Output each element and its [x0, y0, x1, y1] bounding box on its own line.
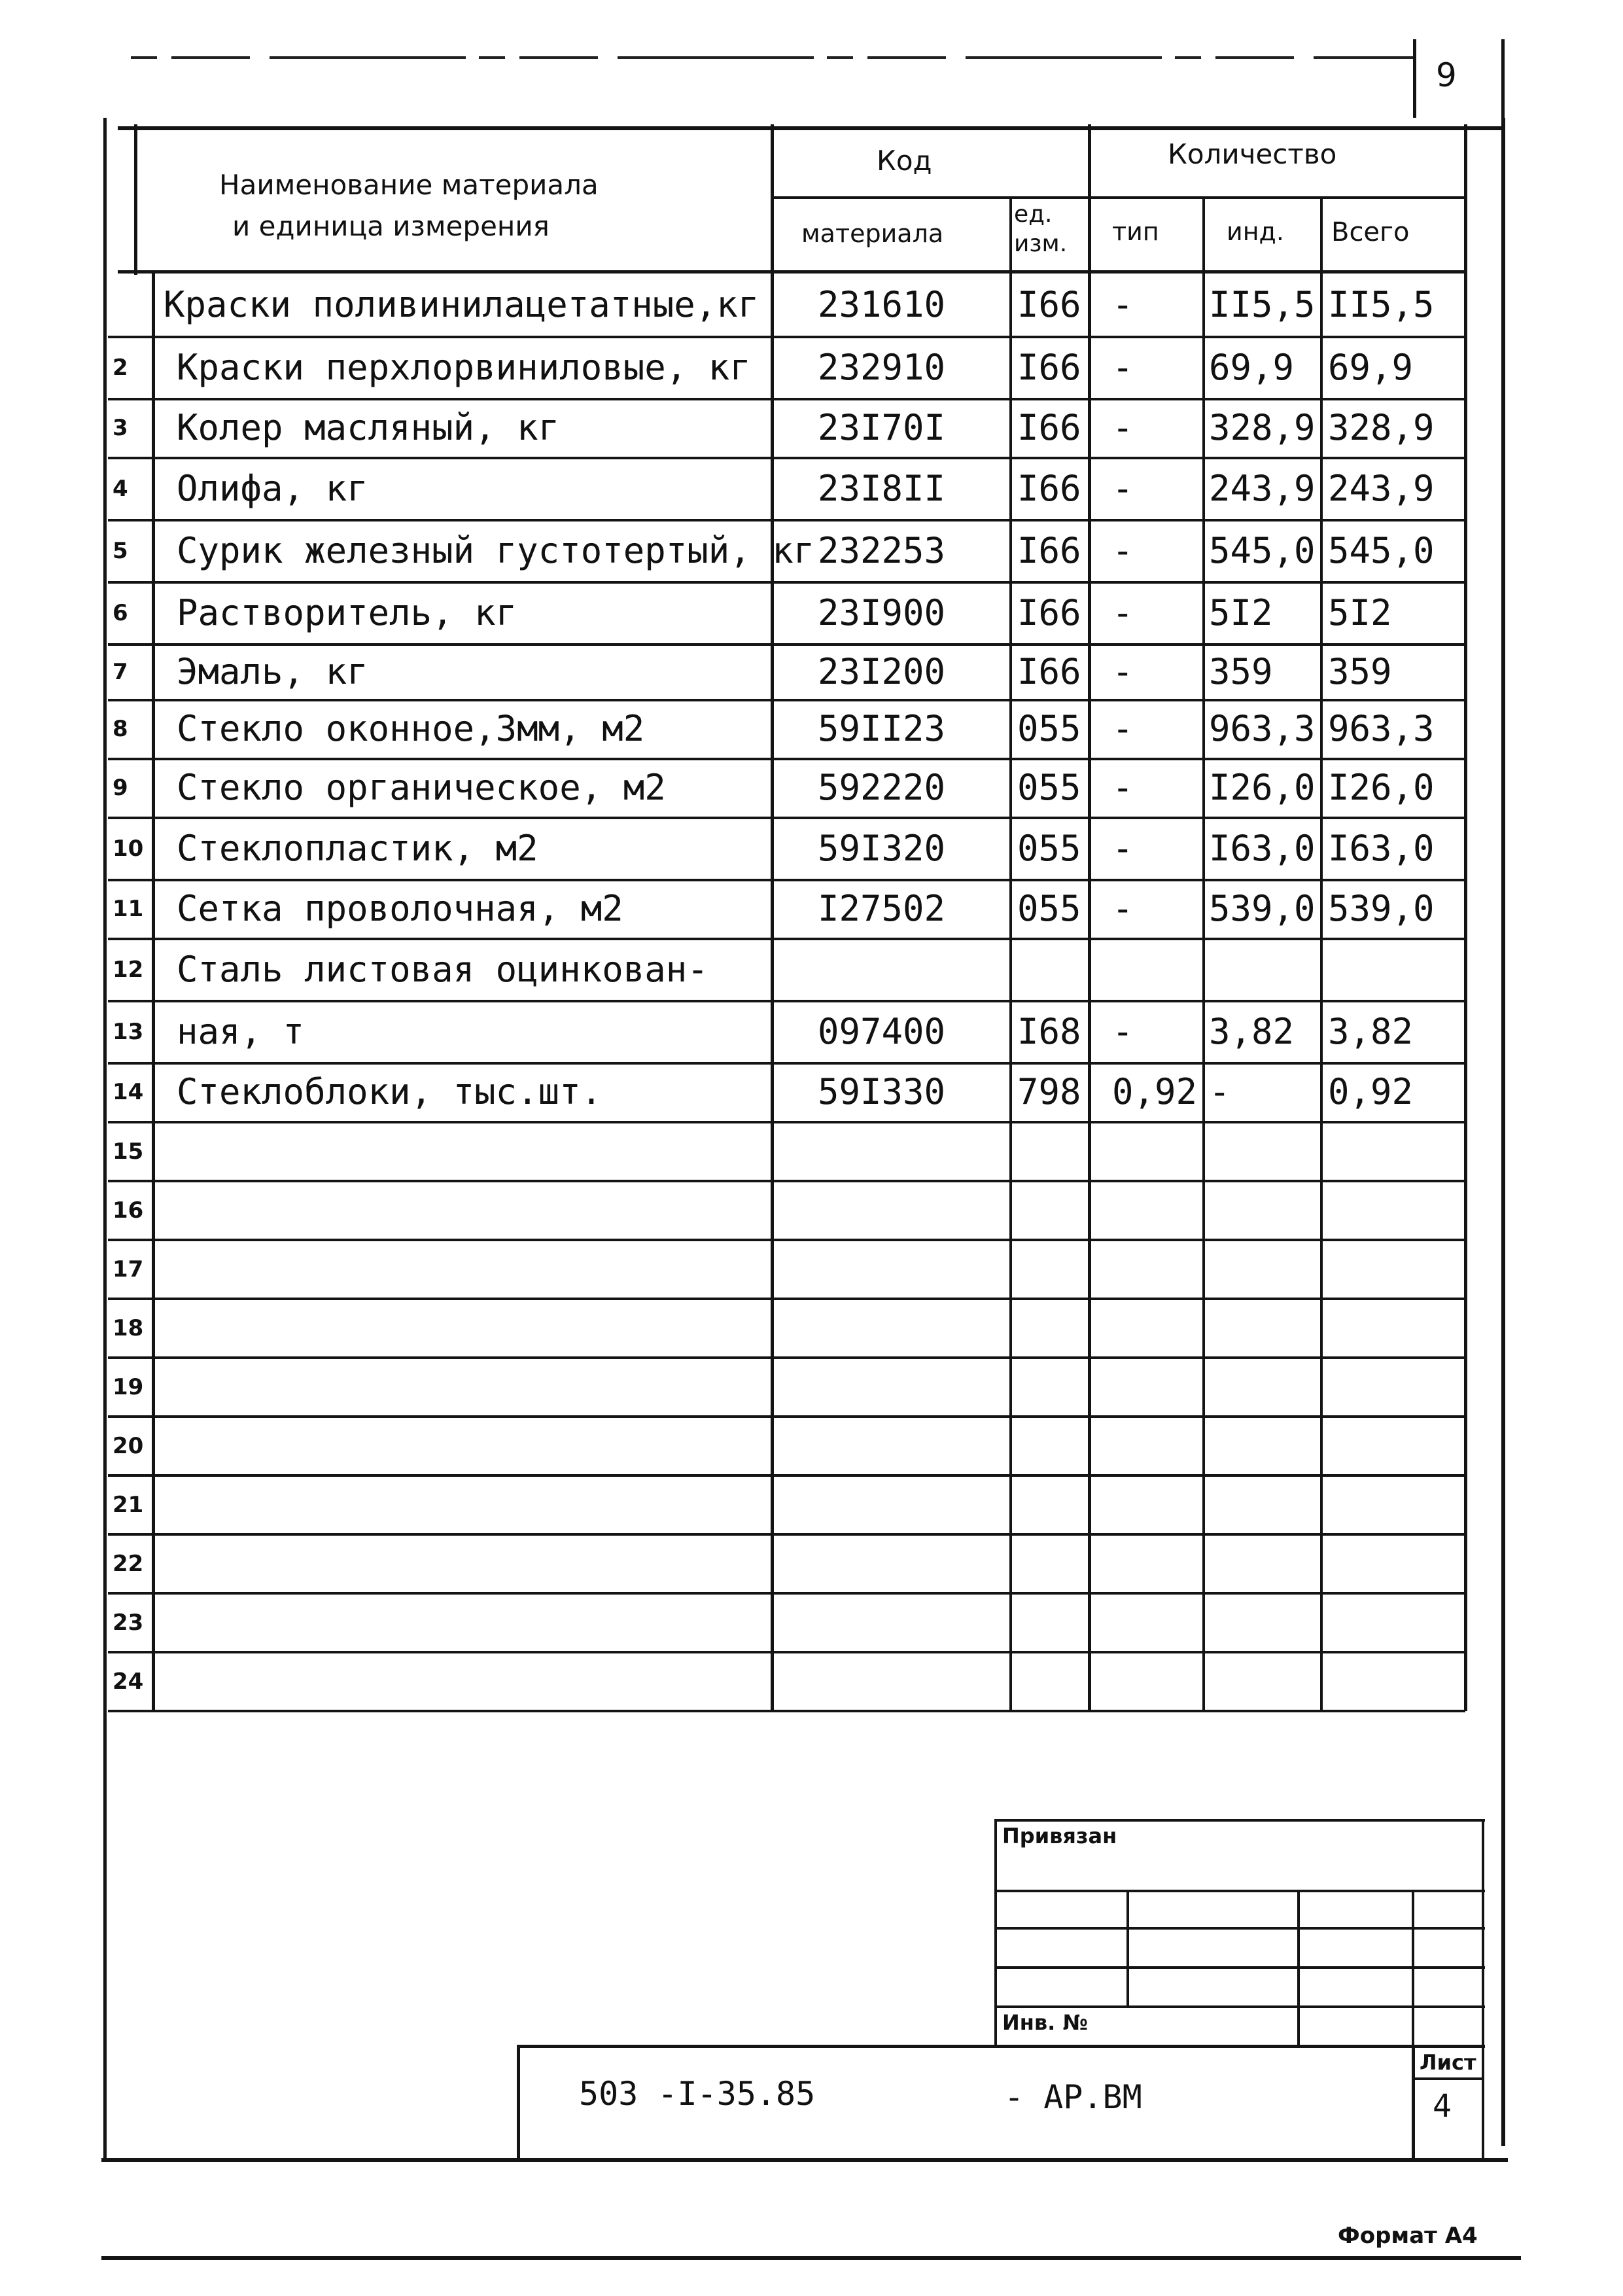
- row-divider: [108, 1710, 1465, 1712]
- cell-code: 23I70I: [818, 407, 946, 448]
- cell-type: -: [1112, 592, 1134, 633]
- cell-name: Сталь листовая оцинкован-: [177, 949, 708, 990]
- cell-total: 328,9: [1328, 407, 1435, 448]
- header-code-group: Код: [877, 145, 932, 177]
- cell-unit: I66: [1017, 284, 1081, 325]
- stamp-inv-label: Инв. №: [1002, 2010, 1088, 2035]
- header-unit-2: изм.: [1014, 230, 1068, 257]
- cell-unit: 055: [1017, 708, 1081, 749]
- cell-total: 539,0: [1328, 888, 1435, 929]
- row-number: 16: [113, 1197, 144, 1224]
- cell-ind: -: [1209, 1071, 1230, 1112]
- cell-name: Колер масляный, кг: [177, 407, 560, 448]
- cell-ind: I63,0: [1209, 828, 1316, 869]
- row-number: 19: [113, 1374, 144, 1400]
- table-row-empty: [0, 1652, 1505, 1711]
- title-sheet-left: [1412, 2045, 1415, 2161]
- doc-code: 503 -I-35.85: [579, 2075, 816, 2113]
- cell-type: -: [1112, 284, 1134, 325]
- table-row: [0, 458, 1505, 520]
- cell-ind: 359: [1209, 651, 1273, 692]
- table-row: [0, 939, 1505, 1001]
- title-left: [517, 2045, 520, 2161]
- cell-type: -: [1112, 530, 1134, 571]
- cell-total: 69,9: [1328, 347, 1414, 388]
- row-number: 18: [113, 1315, 144, 1341]
- cell-ind: 69,9: [1209, 347, 1295, 388]
- row-number: 22: [113, 1551, 144, 1577]
- cell-name: Олифа, кг: [177, 468, 368, 509]
- sheet-label: Лист: [1420, 2050, 1476, 2075]
- cell-unit: 055: [1017, 767, 1081, 808]
- cell-ind: 328,9: [1209, 407, 1316, 448]
- cell-unit: I68: [1017, 1011, 1081, 1052]
- header-name-line1: Наименование материала: [219, 169, 599, 201]
- cell-n: 2: [113, 355, 128, 381]
- table-row-empty: [0, 1181, 1505, 1240]
- cell-code: 59I330: [818, 1071, 946, 1112]
- table-row: [0, 1001, 1505, 1063]
- row-number: 23: [113, 1610, 144, 1636]
- cell-code: 23I900: [818, 592, 946, 633]
- cell-ind: 539,0: [1209, 888, 1316, 929]
- cell-type: -: [1112, 468, 1134, 509]
- cell-total: 545,0: [1328, 530, 1435, 571]
- cell-ind: 963,3: [1209, 708, 1316, 749]
- header-ind: инд.: [1227, 217, 1284, 246]
- title-sheet-mid: [1412, 2077, 1484, 2080]
- cell-unit: I66: [1017, 407, 1081, 448]
- cell-type: -: [1112, 1011, 1134, 1052]
- header-mid: [771, 196, 1465, 199]
- table-row: [0, 759, 1505, 818]
- format-label: Формат А4: [1338, 2223, 1478, 2249]
- cell-total: 243,9: [1328, 468, 1435, 509]
- cell-unit: I66: [1017, 468, 1081, 509]
- cell-n: 5: [113, 538, 128, 564]
- cell-code: 23I200: [818, 651, 946, 692]
- doc-suffix: - АР.ВМ: [1004, 2078, 1142, 2116]
- row-number: 21: [113, 1492, 144, 1518]
- header-total: Всего: [1331, 217, 1410, 247]
- table-row: [0, 700, 1505, 759]
- cell-code: 232253: [818, 530, 946, 571]
- cell-total: I63,0: [1328, 828, 1435, 869]
- cell-code: 231610: [818, 284, 946, 325]
- cell-type: -: [1112, 651, 1134, 692]
- cell-type: -: [1112, 767, 1134, 808]
- stamp-left: [994, 1819, 997, 2048]
- stamp-col-3: [1412, 1890, 1414, 2047]
- cell-total: 0,92: [1328, 1071, 1414, 1112]
- table-row: [0, 880, 1505, 939]
- cell-type: -: [1112, 828, 1134, 869]
- page-number-box-right: [1501, 39, 1505, 118]
- cell-name: Эмаль, кг: [177, 651, 368, 692]
- table-row: [0, 399, 1505, 458]
- cell-unit: I66: [1017, 651, 1081, 692]
- cell-name: Растворитель, кг: [177, 592, 517, 633]
- stamp-bound-label: Привязан: [1002, 1824, 1117, 1848]
- frame-bottom-outer: [101, 2256, 1521, 2260]
- cell-n: 6: [113, 600, 128, 626]
- cell-total: 5I2: [1328, 592, 1392, 633]
- table-row-empty: [0, 1534, 1505, 1593]
- table-row-empty: [0, 1475, 1505, 1534]
- stamp-col-2: [1297, 1890, 1300, 2047]
- cell-name: Стеклопластик, м2: [177, 828, 538, 869]
- table-row: [0, 520, 1505, 582]
- table-row-empty: [0, 1358, 1505, 1417]
- table-row: [0, 1063, 1505, 1122]
- table-row: [0, 337, 1505, 399]
- cell-unit: 055: [1017, 828, 1081, 869]
- cell-total: 963,3: [1328, 708, 1435, 749]
- table-row-empty: [0, 1240, 1505, 1299]
- header-qty-group: Количество: [1168, 138, 1337, 170]
- cell-code: 59I320: [818, 828, 946, 869]
- frame-bottom: [101, 2158, 1508, 2162]
- header-type: тип: [1112, 217, 1159, 246]
- cell-name: Сурик железный густотертый, кг: [177, 530, 815, 571]
- cell-type: -: [1112, 407, 1134, 448]
- table-row: [0, 274, 1505, 337]
- cell-code: 232910: [818, 347, 946, 388]
- cell-ind: II5,5: [1209, 284, 1316, 325]
- header-unit-1: ед.: [1014, 201, 1053, 228]
- cell-n: 11: [113, 896, 144, 922]
- cell-total: 3,82: [1328, 1011, 1414, 1052]
- cell-code: 59II23: [818, 708, 946, 749]
- cell-name: Краски поливинилацетатные,кг: [164, 284, 759, 325]
- page-number-box-left: [1413, 39, 1416, 118]
- col-name-left: [134, 124, 137, 275]
- cell-ind: 5I2: [1209, 592, 1273, 633]
- cell-ind: 545,0: [1209, 530, 1316, 571]
- table-row-empty: [0, 1299, 1505, 1358]
- cell-code: 097400: [818, 1011, 946, 1052]
- sheet-number: 4: [1433, 2088, 1452, 2125]
- page-number: 9: [1436, 56, 1457, 94]
- cell-unit: I66: [1017, 530, 1081, 571]
- cell-code: I27502: [818, 888, 946, 929]
- cell-n: 7: [113, 659, 128, 685]
- top-dashed-line: [0, 0, 1623, 131]
- table-row: [0, 645, 1505, 700]
- stamp-col-1: [1126, 1890, 1129, 2007]
- cell-n: 9: [113, 775, 128, 801]
- cell-unit: 055: [1017, 888, 1081, 929]
- cell-name: ная, т: [177, 1011, 305, 1052]
- cell-total: II5,5: [1328, 284, 1435, 325]
- frame-top: [118, 126, 1505, 130]
- cell-code: 23I8II: [818, 468, 946, 509]
- cell-name: Краски перхлорвиниловые, кг: [177, 347, 751, 388]
- table-row-empty: [0, 1417, 1505, 1475]
- title-top: [517, 2045, 1485, 2048]
- cell-name: Стекло органическое, м2: [177, 767, 666, 808]
- cell-ind: I26,0: [1209, 767, 1316, 808]
- cell-type: -: [1112, 708, 1134, 749]
- table-row-empty: [0, 1593, 1505, 1652]
- stamp-top: [994, 1819, 1485, 1822]
- cell-name: Стекло оконное,3мм, м2: [177, 708, 645, 749]
- cell-n: 12: [113, 957, 144, 983]
- cell-unit: I66: [1017, 592, 1081, 633]
- cell-total: 359: [1328, 651, 1392, 692]
- row-number: 20: [113, 1433, 144, 1459]
- cell-unit: 798: [1017, 1071, 1081, 1112]
- cell-name: Сетка проволочная, м2: [177, 888, 623, 929]
- row-number: 15: [113, 1139, 144, 1165]
- cell-n: 14: [113, 1079, 144, 1105]
- cell-unit: I66: [1017, 347, 1081, 388]
- cell-type: -: [1112, 347, 1134, 388]
- cell-type: -: [1112, 888, 1134, 929]
- cell-name: Стеклоблоки, тыс.шт.: [177, 1071, 602, 1112]
- cell-ind: 3,82: [1209, 1011, 1295, 1052]
- table-row: [0, 582, 1505, 645]
- stamp-right: [1482, 1819, 1484, 2159]
- cell-type: 0,92: [1112, 1071, 1198, 1112]
- table-row: [0, 818, 1505, 880]
- row-number: 24: [113, 1669, 144, 1695]
- cell-n: 13: [113, 1019, 144, 1045]
- cell-n: 3: [113, 415, 128, 441]
- cell-code: 592220: [818, 767, 946, 808]
- cell-n: 8: [113, 716, 128, 742]
- cell-n: 4: [113, 476, 128, 502]
- row-number: 17: [113, 1256, 144, 1282]
- table-row-empty: [0, 1122, 1505, 1181]
- header-name-line2: и единица измерения: [232, 210, 550, 242]
- cell-ind: 243,9: [1209, 468, 1316, 509]
- header-code-material: материала: [801, 219, 944, 248]
- cell-total: I26,0: [1328, 767, 1435, 808]
- cell-n: 10: [113, 836, 144, 862]
